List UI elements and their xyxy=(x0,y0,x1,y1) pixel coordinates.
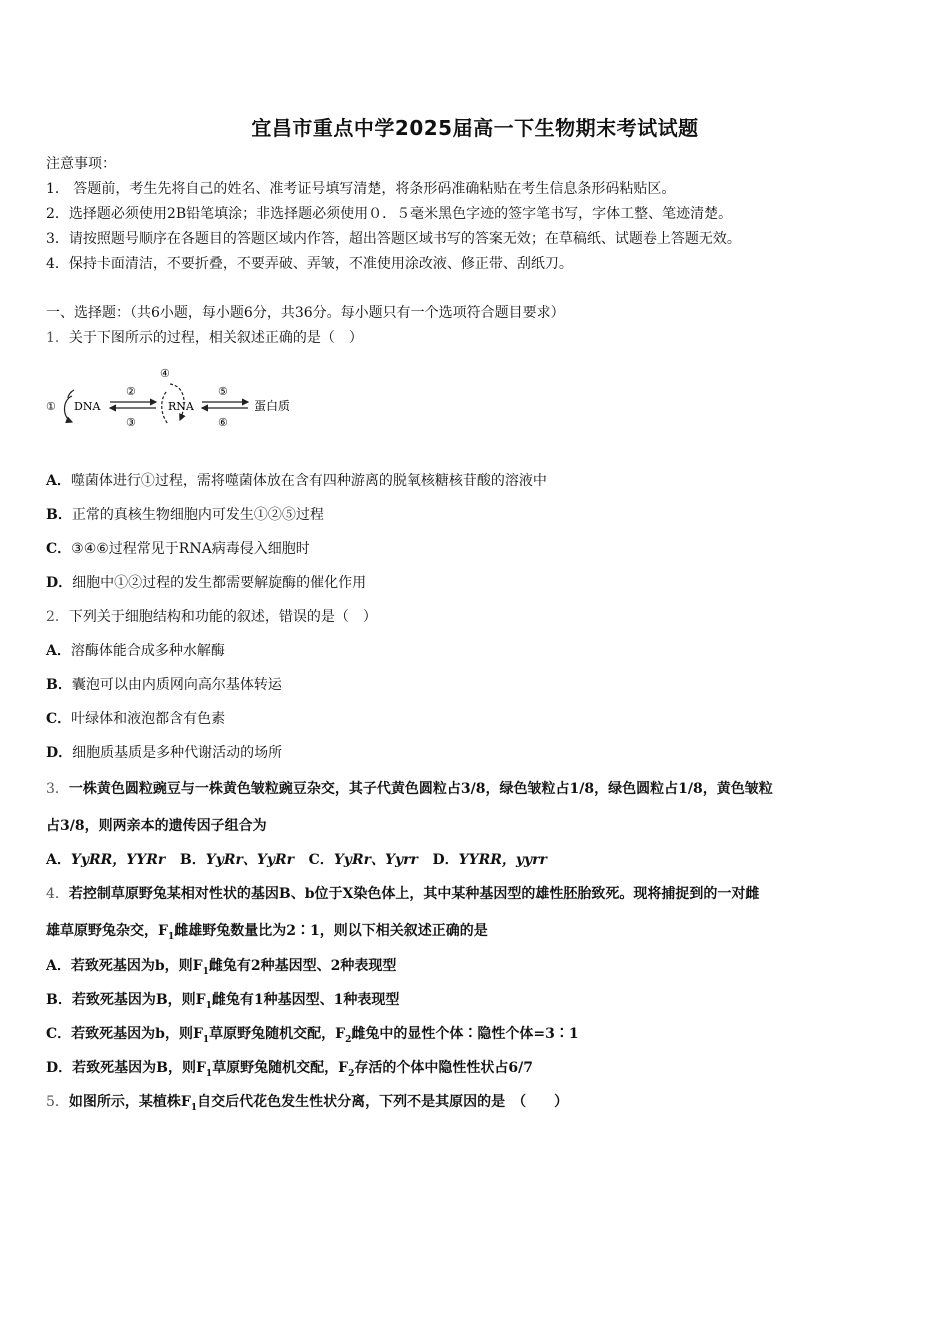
option-text: 若致死基因为B，则F xyxy=(72,1060,206,1076)
notice-item-4: 4．保持卡面清洁，不要折叠，不要弄破、弄皱，不准使用涂改液、修正带、刮纸刀。 xyxy=(46,256,573,272)
question-number: 3． xyxy=(46,781,69,797)
question-number: 1． xyxy=(46,330,69,346)
q2-option-a xyxy=(46,640,225,660)
question-4-continued xyxy=(46,920,488,942)
label-4: ④ xyxy=(160,367,170,380)
option-label: D． xyxy=(432,852,459,868)
subscript: 1 xyxy=(202,1034,210,1045)
option-text: 雌兔有2种基因型、2种表现型 xyxy=(208,958,397,974)
q4-option-c xyxy=(46,1023,579,1045)
option-text: YyRr、YyRr xyxy=(205,852,295,868)
notice-item-3: 3．请按照题号顺序在各题目的答题区域内作答，超出答题区域书写的答案无效；在草稿纸、试题卷上答题无效。 xyxy=(46,231,741,247)
q2-option-d xyxy=(46,742,282,762)
question-stem-line-1: 一株黄色圆粒豌豆与一株黄色皱粒豌豆杂交，其子代黄色圆粒占3/8，绿色皱粒占1/8，绿色圆粒占1/8，黄色皱粒 xyxy=(68,781,773,797)
question-number: 2． xyxy=(46,609,69,625)
q4-option-d xyxy=(46,1057,533,1079)
option-text: 若致死基因为b，则F xyxy=(71,1026,203,1042)
option-text: YyRr、Yyrr xyxy=(333,852,418,868)
option-text: 存活的个体中隐性性状占6/7 xyxy=(354,1060,534,1076)
subscript: 2 xyxy=(345,1034,352,1045)
option-text: 若致死基因为b，则F xyxy=(70,958,203,974)
option-text: 叶绿体和液泡都含有色素 xyxy=(71,711,226,727)
option-label: D． xyxy=(46,575,73,591)
notice-item-2: 2．选择题必须使用2B铅笔填涂；非选择题必须使用０．５毫米黑色字迹的签字笔书写，字体工整、笔迹清楚。 xyxy=(46,206,733,222)
stem-text: 雄草原野兔杂交，F xyxy=(46,923,168,939)
option-label: C． xyxy=(46,541,72,557)
label-3: ③ xyxy=(126,416,136,429)
question-1 xyxy=(46,327,363,347)
option-text: 雌兔中的显性个体∶隐性个体=3∶1 xyxy=(351,1026,579,1042)
option-text: YyRR，YYRr xyxy=(70,852,166,868)
option-label: A． xyxy=(46,643,71,659)
question-stem: 下列关于细胞结构和功能的叙述，错误的是（ ） xyxy=(68,609,377,625)
q1-option-b xyxy=(46,504,324,524)
subscript: 1 xyxy=(167,931,175,942)
question-4 xyxy=(46,883,759,903)
subscript: 1 xyxy=(205,1000,212,1011)
page-title: 宜昌市重点中学2025届高一下生物期末考试试题 xyxy=(251,116,699,140)
option-text: 溶酶体能合成多种水解酶 xyxy=(70,643,225,659)
q3-options xyxy=(46,849,547,869)
q4-option-b xyxy=(46,989,399,1011)
question-5 xyxy=(46,1091,568,1113)
option-text: 细胞质基质是多种代谢活动的场所 xyxy=(72,745,283,761)
label-2: ② xyxy=(126,385,136,398)
notice-heading: 注意事项： xyxy=(46,156,116,172)
option-text: YYRR，yyrr xyxy=(458,852,547,868)
subscript: 2 xyxy=(348,1068,355,1079)
option-label: C． xyxy=(46,1026,72,1042)
question-number: 4． xyxy=(46,886,69,902)
subscript: 1 xyxy=(205,1068,213,1079)
option-text: 细胞中①②过程的发生都需要解旋酶的催化作用 xyxy=(72,575,367,591)
option-label: B． xyxy=(46,507,72,523)
q1-option-c xyxy=(46,538,310,558)
section-heading: 一、选择题：（共6小题，每小题6分，共36分。每小题只有一个选项符合题目要求） xyxy=(46,305,565,321)
option-label: B． xyxy=(46,992,72,1008)
option-text: 若致死基因为B，则F xyxy=(71,992,206,1008)
option-text: 正常的真核生物细胞内可发生①②⑤过程 xyxy=(71,507,324,523)
option-label: A． xyxy=(46,958,71,974)
stem-text: 自交后代花色发生性状分离，下列不是其原因的是 （ ） xyxy=(197,1094,569,1110)
q1-option-d xyxy=(46,572,366,592)
question-stem-line-1: 若控制草原野兔某相对性状的基因B、b位于X染色体上，其中某种基因型的雄性胚胎致死。现将捕捉到的一对雌 xyxy=(68,886,760,902)
subscript: 1 xyxy=(190,1102,198,1113)
q2-option-c xyxy=(46,708,225,728)
rna-label: RNA xyxy=(168,400,194,413)
dna-label: DNA xyxy=(74,400,101,413)
label-1: ① xyxy=(46,400,56,413)
stem-text: 雌雄野兔数量比为2∶1，则以下相关叙述正确的是 xyxy=(174,923,488,939)
option-text: 噬菌体进行①过程，需将噬菌体放在含有四种游离的脱氧核糖核苷酸的溶液中 xyxy=(70,473,547,489)
option-text: 雌兔有1种基因型、1种表现型 xyxy=(211,992,400,1008)
option-text: 草原野兔随机交配，F xyxy=(212,1060,349,1076)
option-text: 草原野兔随机交配，F xyxy=(209,1026,346,1042)
option-text: ③④⑥过程常见于RNA病毒侵入细胞时 xyxy=(71,541,310,557)
subscript: 1 xyxy=(202,966,209,977)
q2-option-b xyxy=(46,674,282,694)
stem-text: 如图所示，某植株F xyxy=(68,1094,191,1110)
question-3 xyxy=(46,778,773,798)
replication-arrow xyxy=(65,396,73,422)
label-6: ⑥ xyxy=(218,416,228,429)
option-label: C． xyxy=(46,711,72,727)
option-label: A． xyxy=(46,473,71,489)
notice-item-1: 1． 答题前，考生先将自己的姓名、准考证号填写清楚，将条形码准确粘贴在考生信息条形码粘贴区。 xyxy=(46,181,676,197)
option-label: B． xyxy=(179,852,206,868)
central-dogma-diagram xyxy=(44,366,304,434)
option-text: 囊泡可以由内质网向高尔基体转运 xyxy=(71,677,282,693)
option-label: A． xyxy=(46,852,71,868)
protein-label: 蛋白质 xyxy=(254,399,291,413)
question-2 xyxy=(46,606,377,626)
option-label: D． xyxy=(46,745,73,761)
option-label: B． xyxy=(46,677,72,693)
question-number: 5． xyxy=(46,1094,69,1110)
option-label: C． xyxy=(308,852,334,868)
label-5: ⑤ xyxy=(218,385,228,398)
question-stem: 关于下图所示的过程，相关叙述正确的是（ ） xyxy=(68,330,363,346)
question-3-continued: 占3/8，则两亲本的遗传因子组合为 xyxy=(46,818,267,834)
option-label: D． xyxy=(46,1060,73,1076)
q1-option-a xyxy=(46,470,547,490)
q4-option-a xyxy=(46,955,396,977)
